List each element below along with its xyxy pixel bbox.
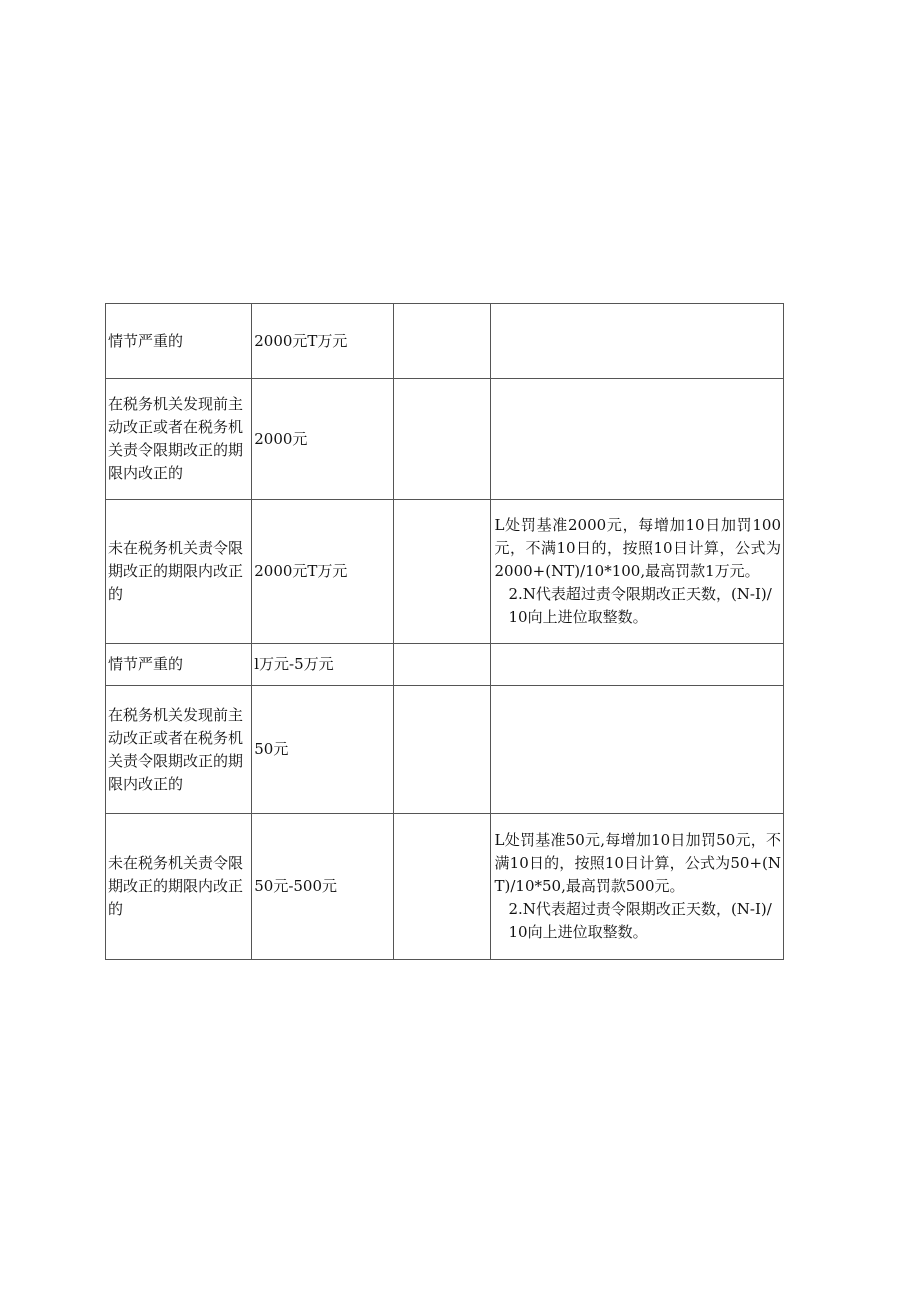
rule-cell: [490, 814, 784, 960]
circumstance-cell: 未在税务机关责令限期改正的期限内改正的: [106, 500, 252, 644]
rule-line-1: L处罚基准2000元，每增加10日加罚100元，不满10日的，按照10日计算，公式为2000+(NT)/10*100,最高罚款1万元。: [494, 516, 781, 580]
table-row: [106, 304, 784, 379]
extra-cell: [394, 304, 490, 379]
rule-cell: [490, 304, 784, 379]
amount-cell: 2000元T万元: [252, 500, 394, 644]
rule-line-2: 2.N代表超过责令限期改正天数，(N-I)/10向上进位取整数。: [508, 585, 772, 626]
amount-cell: 50元: [252, 686, 394, 814]
extra-cell: [394, 644, 490, 686]
rule-cell: [490, 500, 784, 644]
circumstance-cell: 在税务机关发现前主动改正或者在税务机关责令限期改正的期限内改正的: [106, 686, 252, 814]
amount-cell: 50元-500元: [252, 814, 394, 960]
extra-cell: [394, 379, 490, 500]
table-row: [106, 379, 784, 500]
table-row: [106, 814, 784, 960]
penalty-standard-table: [105, 303, 784, 960]
circumstance-cell: 情节严重的: [106, 304, 252, 379]
circumstance-cell: 情节严重的: [106, 644, 252, 686]
rule-line-2: 2.N代表超过责令限期改正天数，(N-I)/10向上进位取整数。: [508, 900, 772, 941]
amount-cell: 2000元T万元: [252, 304, 394, 379]
table-row: [106, 500, 784, 644]
extra-cell: [394, 500, 490, 644]
extra-cell: [394, 814, 490, 960]
amount-cell: l万元-5万元: [252, 644, 394, 686]
circumstance-cell: 未在税务机关责令限期改正的期限内改正的: [106, 814, 252, 960]
circumstance-cell: 在税务机关发现前主动改正或者在税务机关责令限期改正的期限内改正的: [106, 379, 252, 500]
amount-cell: 2000元: [252, 379, 394, 500]
rule-line-1: L处罚基准50元,每增加10日加罚50元，不满10日的，按照10日计算，公式为50+(NT)/10*50,最高罚款500元。: [494, 831, 781, 895]
table-row: [106, 644, 784, 686]
rule-cell: [490, 644, 784, 686]
rule-cell: [490, 379, 784, 500]
table-row: [106, 686, 784, 814]
rule-cell: [490, 686, 784, 814]
extra-cell: [394, 686, 490, 814]
